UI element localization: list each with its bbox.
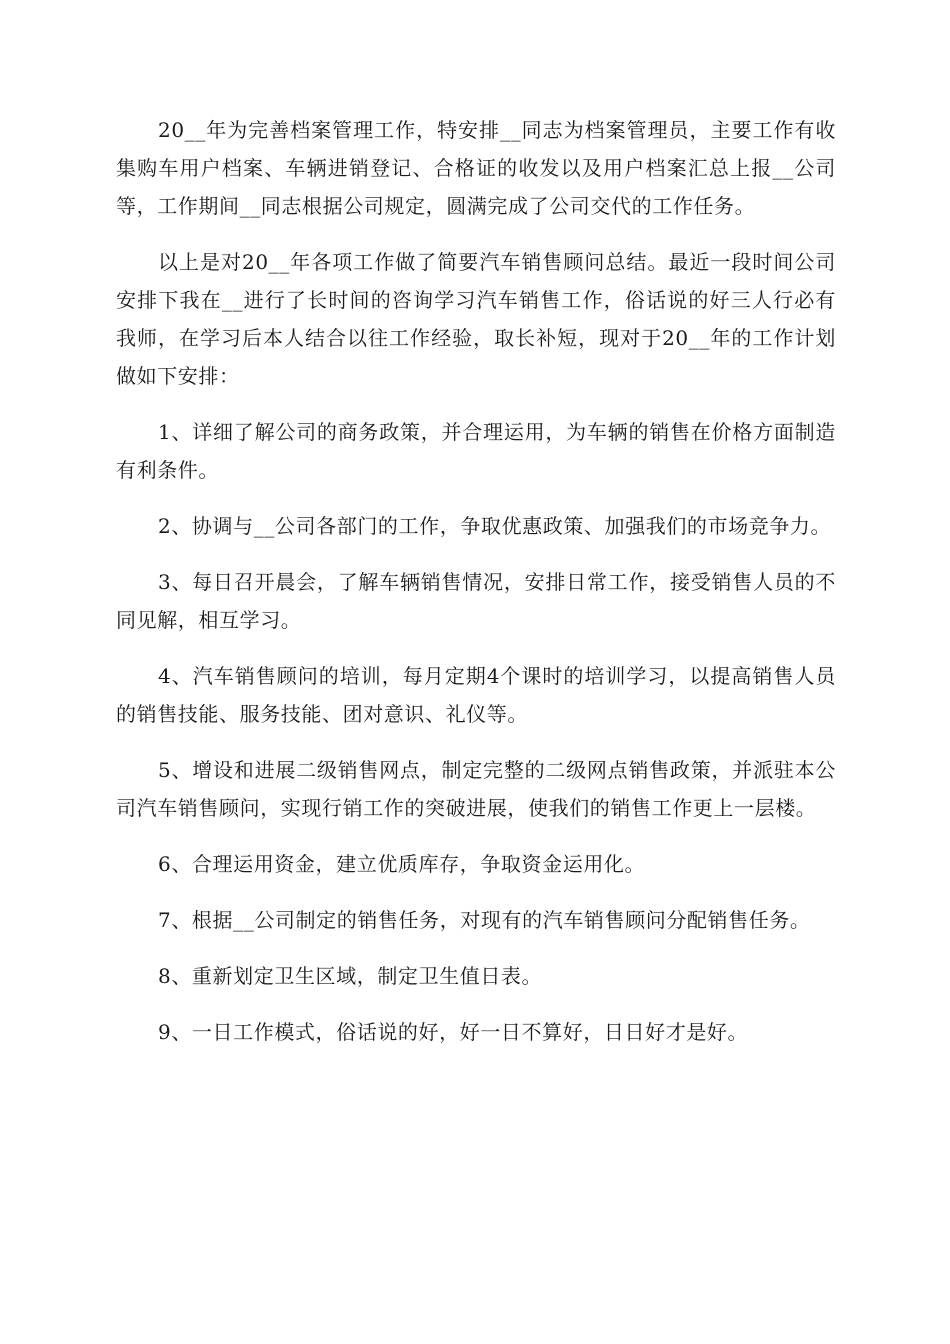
plan-item-9: 9、一日工作模式，俗话说的好，好一日不算好，日日好才是好。 [158, 1020, 749, 1044]
document-body [116, 111, 836, 1069]
plan-item-8: 8、重新划定卫生区域，制定卫生值日表。 [158, 964, 543, 988]
plan-item-7: 7、根据__公司制定的销售任务，对现有的汽车销售顾问分配销售任务。 [158, 908, 811, 932]
plan-item-5: 5、增设和进展二级销售网点，制定完整的二级网点销售政策，并派驻本公司汽车销售顾问，实现行销工作的突破进展，使我们的销售工作更上一层楼。 [116, 758, 836, 820]
plan-item-6: 6、合理运用资金，建立优质库存，争取资金运用化。 [158, 852, 646, 876]
paragraph-archive-management: 20__年为完善档案管理工作，特安排__同志为档案管理员，主要工作有收集购车用户档案、车辆进销登记、合格证的收发以及用户档案汇总上报__公司等，工作期间__同志根据公司规定，圆满完成了公司交代的工作任务。 [116, 118, 836, 218]
plan-item-1: 1、详细了解公司的商务政策，并合理运用，为车辆的销售在价格方面制造有利条件。 [116, 420, 836, 482]
plan-item-2: 2、协调与__公司各部门的工作，争取优惠政策、加强我们的市场竞争力。 [158, 514, 832, 538]
plan-item-4: 4、汽车销售顾问的培训，每月定期4个课时的培训学习，以提高销售人员的销售技能、服务技能、团对意识、礼仪等。 [116, 664, 836, 726]
paragraph-summary-intro: 以上是对20__年各项工作做了简要汽车销售顾问总结。最近一段时间公司安排下我在__进行了长时间的咨询学习汽车销售工作，俗话说的好三人行必有我师，在学习后本人结合以往工作经验，取长补短，现对于20__年的工作计划做如下安排： [116, 250, 836, 388]
plan-item-3: 3、每日召开晨会，了解车辆销售情况，安排日常工作，接受销售人员的不同见解，相互学习。 [116, 570, 836, 632]
